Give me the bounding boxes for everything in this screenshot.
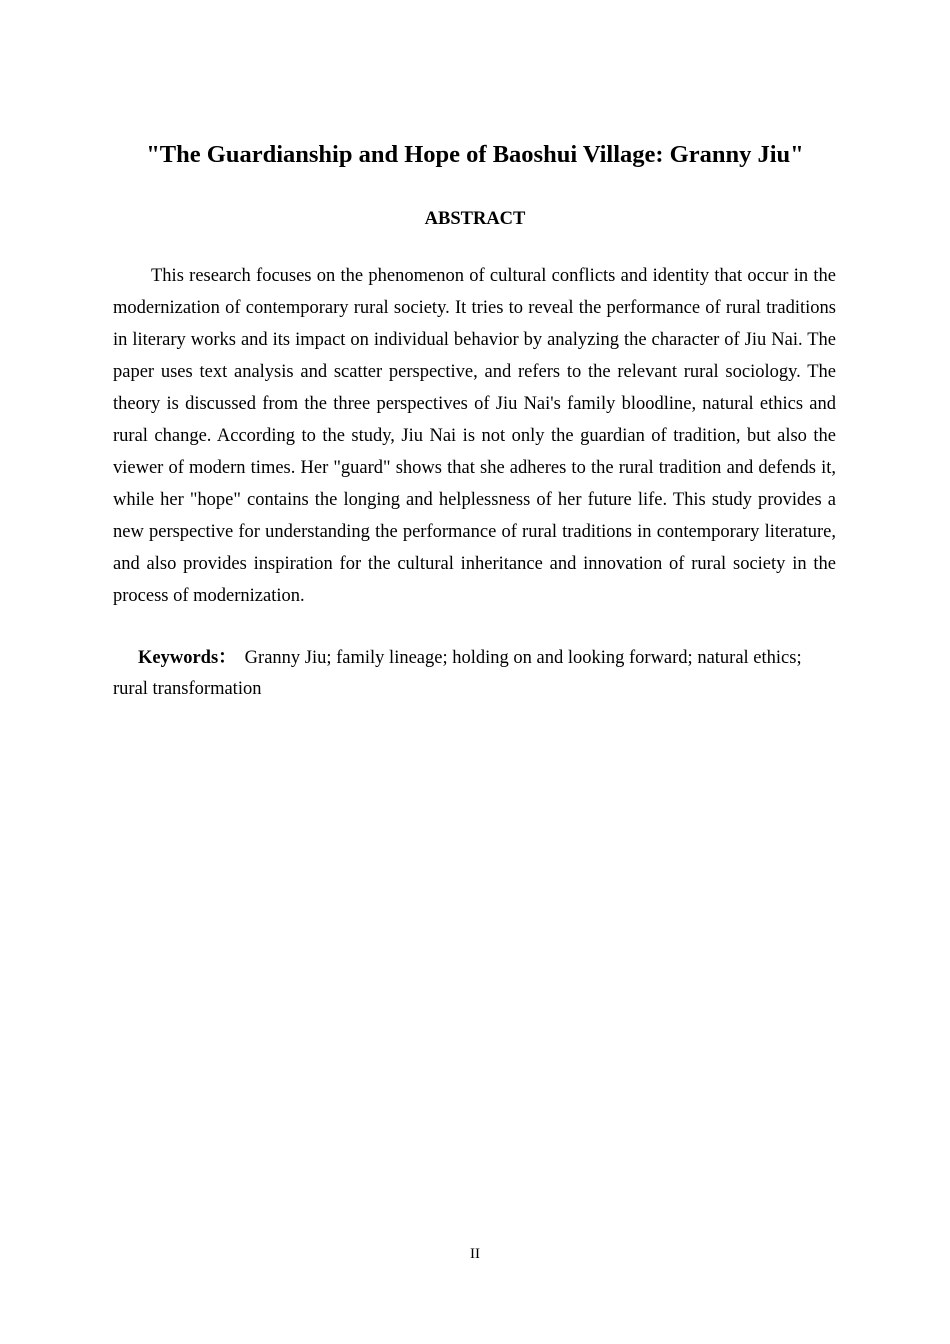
abstract-paragraph: This research focuses on the phenomenon of cultural conflicts and identity that occur in the modernization of contemporary rural society. It tries to reveal the performance of rural traditions in literary works and its impact on individual behavior by analyzing the character of Jiu Nai. The paper uses text analysis and scatter perspective, and refers to the relevant rural sociology. The theory is discussed from the three perspectives of Jiu Nai's family bloodline, natural ethics and rural change. According to the study, Jiu Nai is not only the guardian of tradition, but also the viewer of modern times. Her "guard" shows that she adheres to the rural tradition and defends it, while her "hope" contains the longing and helplessness of her future life. This study provides a new perspective for understanding the performance of rural traditions in contemporary literature, and also provides inspiration for the cultural inheritance and innovation of rural society in the process of modernization.: [113, 266, 836, 606]
page-number: II: [470, 1246, 480, 1262]
keywords-text: Granny Jiu; family lineage; holding on and looking forward; natural ethics; rural transformation: [113, 648, 802, 699]
keywords-label: Keywords：: [138, 648, 237, 668]
abstract-heading: ABSTRACT: [424, 209, 526, 229]
keywords-section: [113, 643, 836, 705]
paper-title: "The Guardianship and Hope of Baoshui Village: Granny Jiu": [146, 141, 804, 168]
